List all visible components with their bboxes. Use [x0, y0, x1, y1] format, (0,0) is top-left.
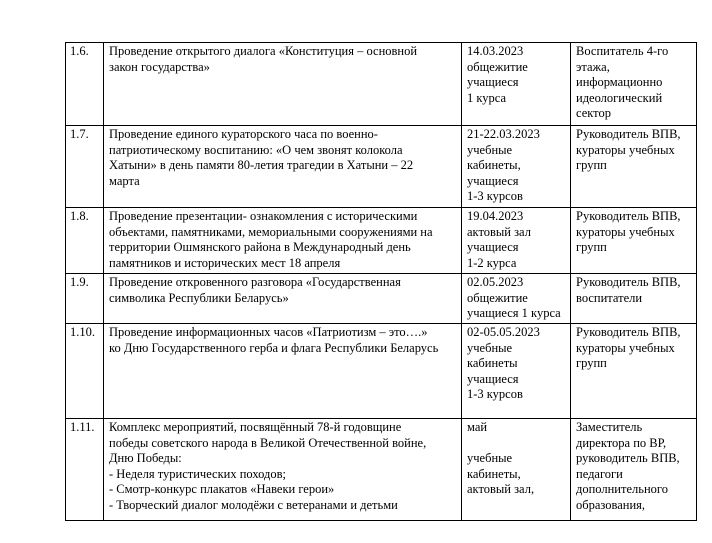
event-description-line: победы советского народа в Великой Отечественной войне, — [109, 435, 427, 450]
event-description-cell — [104, 208, 462, 274]
date-place-line: учащиеся — [467, 173, 519, 188]
row-number: 1.7. — [70, 127, 89, 141]
event-description-line: Дню Победы: — [109, 451, 182, 466]
event-description-line: символика Республики Беларусь» — [109, 290, 289, 305]
event-description-cell — [104, 274, 462, 324]
responsible-line: кураторы учебных — [576, 340, 675, 355]
row-number: 1.11. — [70, 420, 95, 434]
date-place-line: учебные — [467, 142, 513, 157]
date-place-line: 14.03.2023 — [467, 44, 524, 58]
event-description-line: памятников и исторических мест 18 апреля — [109, 255, 341, 270]
table-row — [66, 43, 697, 126]
table-row — [66, 419, 697, 521]
date-place-line: учебные — [467, 451, 513, 466]
responsible-cell — [571, 324, 697, 419]
responsible-line: групп — [576, 158, 607, 173]
date-place-line — [467, 436, 566, 452]
table-row — [66, 126, 697, 208]
responsible-line: групп — [576, 240, 607, 255]
event-description-cell — [104, 419, 462, 521]
responsible-line: образования, — [576, 497, 646, 512]
table-row — [66, 208, 697, 274]
responsible-line: групп — [576, 356, 607, 371]
event-description-line: - Неделя туристических походов; — [109, 466, 287, 481]
row-number: 1.9. — [70, 275, 89, 289]
date-place-line: 21-22.03.2023 — [467, 127, 540, 141]
event-description-line: территории Ошмянского района в Международный день — [109, 240, 411, 255]
responsible-line: Руководитель ВПВ, — [576, 275, 681, 289]
event-description-line: Проведение открытого диалога «Конституция – основной — [109, 44, 418, 58]
responsible-line: сектор — [576, 106, 611, 121]
responsible-line: Заместитель — [576, 420, 643, 434]
event-description-line: Проведение откровенного разговора «Государственная — [109, 275, 401, 289]
responsible-line: кураторы учебных — [576, 224, 675, 239]
responsible-line: воспитатели — [576, 290, 643, 305]
event-description-line: Проведение информационных часов «Патриотизм – это….» — [109, 325, 428, 339]
date-place-line: кабинеты, — [467, 158, 521, 173]
date-place-line: 02-05.05.2023 — [467, 325, 540, 339]
date-place-line: 19.04.2023 — [467, 209, 524, 223]
date-place-line: актовый зал, — [467, 482, 535, 497]
event-description-cell — [104, 43, 462, 126]
date-place-line: 1-3 курсов — [467, 387, 523, 402]
event-description-cell — [104, 126, 462, 208]
date-place-cell — [462, 324, 571, 419]
responsible-line: директора по ВР, — [576, 435, 667, 450]
responsible-line: идеологический — [576, 90, 663, 105]
date-place-line: актовый зал — [467, 224, 531, 239]
events-table-body — [66, 43, 697, 521]
responsible-cell — [571, 126, 697, 208]
row-number-cell — [66, 419, 104, 521]
date-place-line: учащиеся — [467, 75, 519, 90]
row-number: 1.6. — [70, 44, 89, 58]
responsible-cell — [571, 43, 697, 126]
responsible-line: педагоги — [576, 466, 623, 481]
event-description-line: патриотическому воспитанию: «О чем звонят колокола — [109, 142, 403, 157]
event-description-line: закон государства» — [109, 59, 210, 74]
event-description-line: - Творческий диалог молодёжи с ветеранами и детьми — [109, 497, 398, 512]
responsible-line: Руководитель ВПВ, — [576, 325, 681, 339]
responsible-line: Руководитель ВПВ, — [576, 127, 681, 141]
date-place-cell — [462, 126, 571, 208]
date-place-cell — [462, 43, 571, 126]
date-place-line: учащиеся — [467, 240, 519, 255]
responsible-line: Руководитель ВПВ, — [576, 209, 681, 223]
date-place-cell — [462, 419, 571, 521]
date-place-cell — [462, 274, 571, 324]
event-description-line: ко Дню Государственного герба и флага Республики Беларусь — [109, 340, 439, 355]
row-number-cell — [66, 126, 104, 208]
events-table — [65, 42, 697, 521]
event-description-line: марта — [109, 173, 140, 188]
date-place-line: общежитие — [467, 59, 528, 74]
responsible-line: этажа, — [576, 59, 610, 74]
responsible-line: Воспитатель 4-го — [576, 44, 669, 58]
row-number-cell — [66, 324, 104, 419]
table-row — [66, 274, 697, 324]
row-number-cell — [66, 208, 104, 274]
date-place-line: общежитие — [467, 290, 528, 305]
row-number-cell — [66, 43, 104, 126]
responsible-line: информационно — [576, 75, 663, 90]
date-place-line: 1-2 курса — [467, 255, 517, 270]
event-description-cell — [104, 324, 462, 419]
date-place-line: 02.05.2023 — [467, 275, 524, 289]
responsible-cell — [571, 419, 697, 521]
responsible-line: дополнительного — [576, 482, 668, 497]
row-number: 1.8. — [70, 209, 89, 223]
event-description-line: Проведение презентации- ознакомления с историческими — [109, 209, 418, 223]
date-place-line: учебные — [467, 340, 513, 355]
date-place-line: 1-3 курсов — [467, 189, 523, 204]
date-place-line: кабинеты, — [467, 466, 521, 481]
row-number: 1.10. — [70, 325, 95, 339]
row-number-cell — [66, 274, 104, 324]
event-description-line: - Смотр-конкурс плакатов «Навеки герои» — [109, 482, 335, 497]
responsible-cell — [571, 274, 697, 324]
date-place-line: май — [467, 420, 488, 434]
responsible-line: кураторы учебных — [576, 142, 675, 157]
date-place-cell — [462, 208, 571, 274]
responsible-line: руководитель ВПВ, — [576, 451, 680, 466]
date-place-line: учащиеся — [467, 371, 519, 386]
date-place-line: 1 курса — [467, 90, 507, 105]
event-description-line: Проведение единого кураторского часа по военно- — [109, 127, 378, 141]
date-place-line: учащиеся 1 курса — [467, 306, 561, 321]
date-place-line: кабинеты — [467, 356, 518, 371]
event-description-line: объектами, памятниками, мемориальными сооружениями на — [109, 224, 433, 239]
event-description-line: Комплекс мероприятий, посвящённый 78-й годовщине — [109, 420, 402, 434]
table-row — [66, 324, 697, 419]
responsible-cell — [571, 208, 697, 274]
event-description-line: Хатыни» в день памяти 80-летия трагедии в Хатыни – 22 — [109, 158, 414, 173]
